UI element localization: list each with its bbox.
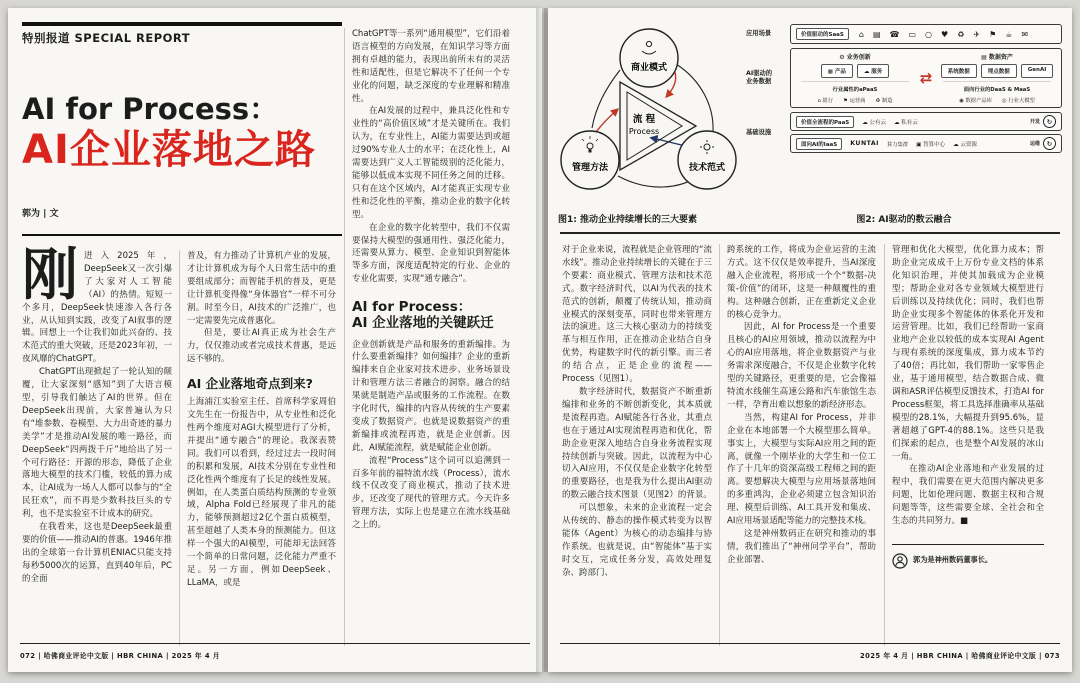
saas-icon-strip	[859, 30, 1028, 39]
item-label: 私有云	[901, 119, 918, 126]
antenna-icon: ⚑	[843, 98, 848, 104]
paragraph: 因此，AI for Process是一个重要且核心的AI应用领域，推动以流程为中心的AI应用落地，将企业数据资产与业务需求深度融合，不仅是企业数字化转型的关键路径，更重要的是，它会像福特流水线催生高速公路和汽车旅馆生态一样，孕育出难以想象的新经济形态。	[727, 322, 876, 410]
node-label: 管理方法	[571, 163, 609, 173]
cloud-icon: ☁	[863, 69, 870, 75]
private-cloud	[894, 118, 918, 126]
manufacturing-chip	[875, 96, 892, 104]
data-asset-panel	[938, 52, 1056, 104]
industry-model-chip	[1002, 96, 1035, 104]
node-tech-paradigm	[678, 131, 736, 189]
button-label: 产品	[834, 69, 846, 75]
node-label: 技术范式	[688, 163, 726, 173]
left-column-1	[22, 243, 172, 646]
byline-rule	[22, 234, 342, 236]
paragraph: 企业创新就是产品和服务的重新编排。为什么要重新编排？如何编排？企业的重新编排来自企业家对技术进步、业务场景设计和管理方法三者融合的洞察。融合的结果就是制造产品或服务的工作流程。在数字化时代，编排的内容从传统的生产要素变成了数据资产。也就是说数据资产的重新编排或流程再造，就是企业创新。因此，AI赋能流程，就是赋能企业创新。	[352, 339, 510, 453]
chip-label: 行业大模型	[1008, 98, 1035, 104]
service-button	[857, 64, 889, 78]
paragraph	[22, 243, 172, 366]
dev-badge	[1030, 115, 1056, 128]
saas-icon: ○	[925, 29, 933, 39]
saas-icon: ✉	[1021, 29, 1029, 39]
saas-icon: ☕	[1005, 29, 1013, 39]
column-divider	[179, 250, 180, 646]
author-bio-text: 郭为是神州数码董事长。	[913, 555, 993, 565]
author-avatar-icon	[892, 553, 908, 569]
section-kicker: 特别报道 SPECIAL REPORT	[22, 31, 191, 45]
datacenter-icon: ▣	[916, 141, 922, 148]
gear-icon: ⚙	[839, 54, 845, 61]
node-management-method	[561, 131, 619, 189]
data-product-chip	[959, 96, 992, 104]
panel-buttons	[941, 64, 1054, 78]
page-footer-left: 072 | 哈佛商业评论中文版 | HBR CHINA | 2025 年 4 月	[20, 652, 220, 660]
bank-chip	[817, 96, 833, 104]
saas-pill: 价值驱动的SaaS	[796, 28, 849, 40]
factory-icon: ♻	[875, 98, 881, 104]
cloud-icon: ☁	[894, 119, 900, 126]
paragraph: 可以想象，未来的企业流程一定会从传统的、静态的操作模式转变为以智能体（Agent）为核心的动态编排与协作系统。也就是说，由“智能体”基于实时交互，完成任务分发，高效处理复杂、跨部门、	[562, 503, 712, 578]
paragraph: 数字经济时代，数据资产不断重新编排和业务的不断创新变化，其本质就是流程再造。AI赋能各行各业，其重点也在于通过AI实现流程再造和优化，帮助企业更深入地结合自身业务流程实现持续创新与突破。因此，以流程为中心切入AI应用，不仅仅是企业数字化转型的重要路径，也是我为什么提出AI驱动的数云融合技术图景（见图2）的背景。	[562, 386, 712, 501]
connector-line	[676, 64, 713, 131]
exchange-arrow-icon: ⇄	[919, 69, 933, 87]
figure2-infra-row	[746, 112, 1062, 153]
paragraph-text: 进入2025年，DeepSeek又一次引爆了大家对人工智能（AI）的热情。短短一个多月，DeepSeek快速渗入各行各业，从认知到实践，改变了AI叙事的逻辑。回想上一个让我们如此兴奋的、技术范式的重大突破，还是2023年初，一夜风靡的ChatGPT。	[22, 251, 172, 365]
cycle-icon: ↻	[1043, 115, 1056, 128]
figure2-caption: 图2: AI驱动的数云融合	[856, 215, 952, 225]
biz-row-box	[790, 48, 1062, 108]
public-cloud	[862, 118, 886, 126]
ops-badge	[1030, 137, 1056, 150]
footer-rule	[20, 643, 530, 644]
drop-cap: 刚	[22, 243, 78, 308]
bank-icon: ⌂	[817, 98, 821, 104]
figure1-caption: 图1: 推动企业持续增长的三大要素	[558, 215, 697, 225]
paragraph: 上海浦江实验室主任、首席科学家周伯文先生在一份报告中，从专业性和泛化性两个维度对AGI大模型进行了分析，并提出“通专融合”的理论。我深表赞同。我们可以看到，经过过去一段时间的积累和发展，AI技术分别在专业性和泛化性两个维度有了长足的线性发展。例如，在人类蛋白质结构预测的专业领域，Alpha Fold已经展现了非凡的能力，能够预测超过2亿个蛋白质模型，甚至超越了人类本身的预测能力。但这样一个强大的AI模型，可能却无法回答一个简单的日常问题，泛化能力严重不足。另一方面，例如DeepSeek、LLaMA，或是	[187, 397, 336, 588]
daas-maas-sublabel: 面向行业的DaaS & MaaS	[943, 81, 1052, 93]
chip-label: 银行	[822, 98, 834, 104]
saas-icon: ⚑	[989, 29, 997, 39]
figure2-app-row	[746, 24, 1062, 44]
figures-rule	[560, 232, 1060, 234]
heading-line: AI for Process：	[352, 299, 472, 316]
badge-label: 运维	[1029, 141, 1040, 147]
button-label: 服务	[871, 69, 883, 75]
computing-center	[916, 140, 945, 148]
article-title-block	[22, 94, 344, 172]
triangle-label-en: Process	[628, 127, 660, 136]
paragraph: 普及，有力推动了计算机产业的发展，才让计算机成为每个人日常生活中的重要组成部分；而智能手机的普及，更是让计算机变得像“身体器官”一样不可分割。时至今日，AI技术的广泛推广，也一定需要先完成普惠化。	[187, 251, 336, 326]
product-button	[821, 64, 853, 78]
page-footer-right: 2025 年 4 月 | HBR CHINA | 哈佛商业评论中文版 | 073	[860, 652, 1060, 660]
connector-line	[592, 70, 620, 128]
paragraph: 跨系统的工作，将成为企业运营的主流方式。这不仅仅是效率提升，当AI深度融入企业流程，将形成一个个“数据-决策-价值”的闭环，这是一种颠覆性的重构。这种融合创新，正在重新定义企业的核心竞争力。	[727, 245, 876, 320]
paragraph: 在推动AI企业落地和产业发展的过程中，我们需要在更大范围内解决更多问题，比如伦理问题、数据主权和合规问题等等，这些需要全球、全社会和全生态的共同努力。■	[892, 464, 1044, 527]
paragraph: 当然，构建AI for Process，并非企业在本地部署一个大模型那么简单。事实上，大模型与实际AI应用之间的距离，就像一个刚毕业的大学生和一位工作了十几年的资深高级工程师之间的距离。要想解决大模型与应用场景落地间的多重鸿沟，企业必须建立包含知识治理、模型后训练、AI工具开发和集成、AI应用场景适配等能力的完整技术栈。	[727, 412, 876, 527]
right-column-2	[727, 244, 876, 646]
system-data-button: 系统数据	[941, 64, 977, 78]
column-divider	[719, 244, 720, 646]
infra-bars	[790, 112, 1062, 153]
figure1-svg	[556, 18, 744, 210]
cloud-resource	[953, 140, 977, 148]
left-column-2	[187, 250, 336, 646]
paragraph: 管理和优化大模型，优化算力成本；帮助企业完成成千上万份专业文档的体系化知识治理，并使其加载成为企业模型；帮助企业对各专业领域大模型进行后训练以及持续优化；同时，我们也帮助企业实现多个智能体的体系化开发和运营管理。比如，我们已经帮助一家商业地产企业以较低的成本实现AI Agent与现有系统的深度集成，算力成本节约了40倍；再比如，我们帮助一家零售企业，基于通用模型，结合数据合成、微调和ASR评估模型反馈技术，打造AI for Process框架，将工具选择准确率从基础模型的28.1%，大幅提升到95.6%，显著超越了GPT-4的88.1%。这些只是我们探索的起点，也是整个AI发展的冰山一角。	[892, 245, 1044, 462]
paas-bar	[790, 112, 1062, 131]
triangle-label-cn: 流 程	[632, 114, 656, 125]
brand-suffix: 算力集群	[886, 141, 909, 148]
cloud-icon: ☁	[862, 119, 868, 126]
data-product-icon: ◉	[959, 98, 964, 104]
apaas-sublabel: 行业属性的aPaaS	[801, 81, 910, 93]
chip-label: 数据产品库	[965, 98, 992, 104]
item-label: 公有云	[869, 119, 887, 126]
iaas-pill: 面向AI的IaaS	[796, 138, 842, 150]
paragraph: 在企业的数字化转型中，我们不仅需要保持大模型的强通用性、强泛化能力，还需要从算力、模型、企业知识到智能体等多方面，深度适配特定的行业、企业的专业化需要，实现“通专融合”。	[352, 222, 510, 285]
paragraph: 这是神州数码正在研究和推动的事情，我们推出了“神州问学平台”，帮助企业部署、	[727, 528, 876, 565]
article-title-en: AI for Process：	[22, 92, 279, 126]
figure2-diagram	[746, 24, 1062, 153]
saas-icon: ☎	[889, 29, 900, 39]
footer-rule	[560, 643, 1060, 644]
panel-title: 业务创新	[846, 54, 871, 61]
kuntai-logo: KUNTAI	[850, 140, 879, 147]
right-page	[548, 8, 1072, 672]
column-divider	[884, 244, 885, 646]
saas-icon: ✈	[973, 29, 981, 39]
row-label-line: AI驱动的	[746, 70, 773, 78]
author-bio	[892, 544, 1044, 569]
panel-header	[839, 52, 871, 61]
paragraph: 在我看来，这也是DeepSeek最重要的价值——推动AI的普惠。1946年推出的全球第一台计算机ENIAC只能支持每秒5000次的运算，直到40年后，PC的全面	[22, 522, 172, 584]
paragraph: 在AI发展的过程中，兼具泛化性和专业性的“高价值区域”才是关键所在。我们认为，在专业性上，AI能力需要达到或超过90%专业人士的水平；在泛化性上，AI需要达到广义人工智能级别的泛化能力，能够以低成本实现不同任务之间的迁移。只有在这个区域内，AI才能真正实现专业性和泛化性的平衡，推动企业的数字化转型。	[352, 106, 510, 220]
genai-button: GenAI	[1021, 64, 1053, 78]
left-column-3	[352, 28, 510, 646]
row-label	[746, 48, 790, 108]
right-column-3	[892, 244, 1044, 646]
iaas-bar	[790, 134, 1062, 153]
saas-icon: ♻	[957, 29, 965, 39]
panel-buttons	[821, 64, 890, 78]
left-page	[8, 8, 542, 672]
cloud-icon: ☁	[953, 141, 959, 148]
paragraph: ChatGPT等一系列“通用模型”，它们沿着语言模型的方向发展，在知识学习等方面拥有卓越的能力，表现出前所未有的灵活性和适配性，但是它解决不了任何一个专业化的问题，缺乏深度的专业理解和精准性。	[352, 29, 510, 104]
saas-icon: ⌂	[858, 29, 864, 39]
model-icon: ◎	[1002, 98, 1007, 104]
row-label: 应用场景	[746, 30, 772, 38]
grid-icon: ▦	[827, 69, 833, 75]
telecom-chip	[843, 96, 865, 104]
node-business-model	[620, 29, 678, 87]
paragraph: ChatGPT出现掀起了一轮认知的颠覆，让大家深刻“感知”到了大语言模型，引导我们触达了AI的世界。但在DeepSeek出现前，大家普遍认为只有“堆参数、卷模型、大力出奇迹的暴力美学”才是推动AI发展的唯一路径，而DeepSeek“四两拨千斤”地给出了另一个可行路径：开源的形态，降低了企业落地大模型的技术门槛，较低的算力成本，让AI成为一场人人都可以参与的“全民狂欢”，而不再是少数科技巨头的专利，也不是实验室不计成本的研究。	[22, 367, 172, 520]
article-title-cn: AI企业落地之路	[22, 127, 316, 174]
app-row-box	[790, 24, 1062, 44]
paragraph: 对于企业来说，流程就是企业管理的“流水线”。推动企业持续增长的关键在于三个要素：商业模式、管理方法和技术范式。数字经济时代，以AI为代表的技术范式的创新，颠覆了传统认知，推动商业模式的深刻变革，同时也带来管理方法的演进。这三大核心驱动力的持续变革与相互作用，正在推动企业结合自身优势，构建数字时代的新引擎。而三者的结合点，正是企业的流程——Process（见图1）。	[562, 245, 712, 385]
paragraph: 但是，要让AI真正成为社会生产力，仅仅推动或者完成技术普惠，是远远不够的。	[187, 328, 336, 365]
cycle-icon: ↻	[1043, 137, 1056, 150]
item-label: 云资源	[960, 141, 977, 148]
panel-header	[981, 52, 1013, 61]
chip-label: 制造	[881, 98, 893, 104]
column-divider	[344, 28, 345, 646]
kicker-rule	[22, 22, 342, 26]
saas-icon: ▭	[908, 29, 917, 39]
business-innovation-panel	[796, 52, 914, 104]
industry-chips	[817, 96, 892, 104]
paragraph: 流程“Process”这个词可以追溯到一百多年前的福特流水线（Process），流水线不仅改变了商业模式，推动了技术进步，还改变了现代的管理方式。今天许多管理方法，实际上也是建立在流水线基础之上的。	[352, 455, 510, 531]
badge-label: 开发	[1029, 119, 1040, 125]
panel-title: 数据资产	[988, 54, 1013, 61]
saas-icon: ▤	[872, 29, 881, 39]
right-column-1	[562, 244, 712, 646]
item-label: 智算中心	[923, 141, 946, 148]
row-label: 基础设施	[746, 128, 772, 136]
figure1-diagram	[556, 18, 744, 210]
node-label: 商业模式	[630, 63, 668, 73]
paas-pill: 价值全流程的PaaS	[796, 116, 854, 128]
heading-line: AI 企业落地的关键跃迁	[352, 315, 494, 332]
chip-label: 运营商	[849, 98, 866, 104]
figure2-biz-row	[746, 48, 1062, 108]
data-chips	[959, 96, 1035, 104]
database-icon: ▤	[981, 54, 987, 61]
byline: 郭为 | 文	[22, 209, 59, 219]
row-label-line: 业务数据	[746, 78, 772, 85]
lightbulb-icon	[589, 150, 592, 153]
section-heading: AI 企业落地奇点到来?	[187, 376, 313, 392]
saas-icon: ♥	[941, 29, 949, 39]
section-heading	[352, 299, 510, 331]
tracking-data-button: 埋点数据	[981, 64, 1017, 78]
